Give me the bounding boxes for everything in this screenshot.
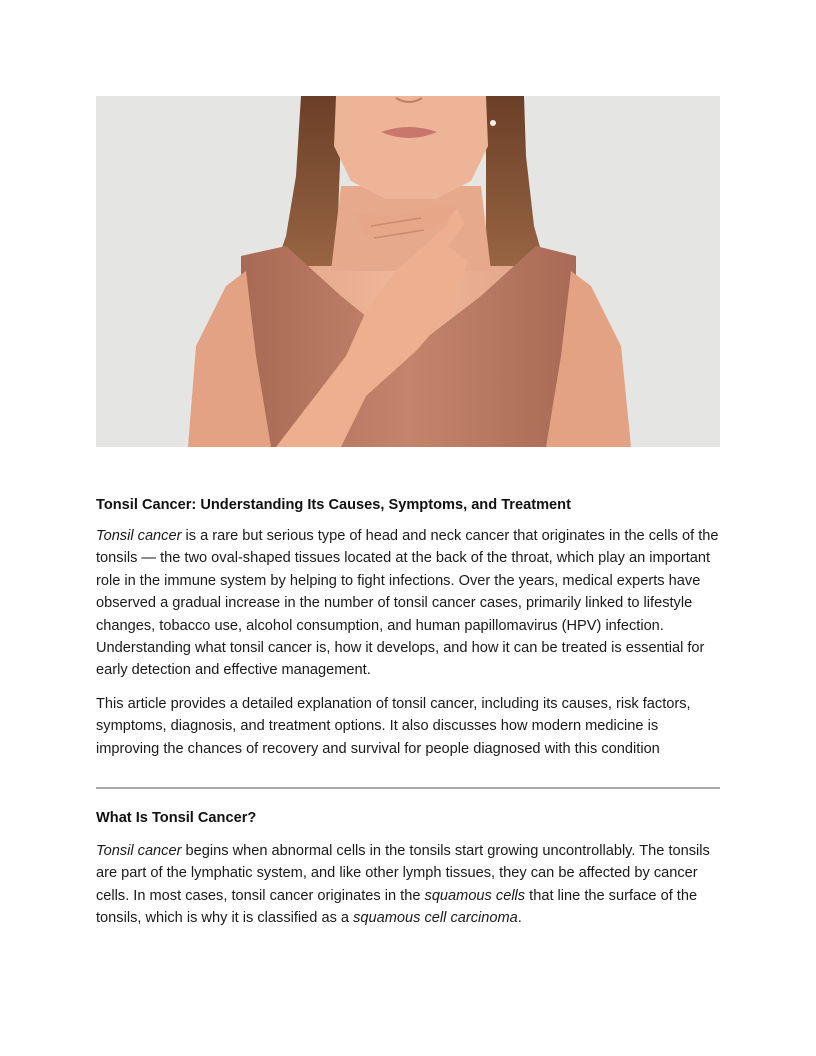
woman-throat-illustration [96, 96, 720, 447]
emphasis-term: Tonsil cancer [96, 528, 182, 544]
overview-paragraph: This article provides a detailed explanation of tonsil cancer, including its causes, risk factors, symptoms, diagnosis, and treatment options. It also discusses how modern medicine is improving the chances of recovery and survival for people diagnosed with this condition [96, 695, 691, 757]
hero-image [96, 96, 720, 447]
emphasis-term: Tonsil cancer [96, 843, 182, 860]
article-content [96, 494, 720, 930]
definition-paragraph [96, 840, 720, 930]
section-title: What Is Tonsil Cancer? [96, 810, 257, 827]
emphasis-term: squamous cells [424, 887, 526, 904]
paragraph-text: is a rare but serious type of head and neck cancer that originates in the cells of the tonsils — the two oval-shaped tissues located at the back of the throat, which play an important role in the immune system by helping to fight infections. Over the years, medical experts have observed a gradual increase in the number of tonsil cancer cases, primarily linked to lifestyle changes, tobacco use, alcohol consumption, and human papillomavirus (HPV) infection. Understanding what tonsil cancer is, how it develops, and how it can be treated is essential for early detection and effective management. [96, 528, 719, 679]
section-title: Tonsil Cancer: Understanding Its Causes, Symptoms, and Treatment [96, 497, 571, 513]
paragraph-text: begins when abnormal cells in the tonsils start growing uncontrollably. The tonsils are part of the lymphatic system, and like other lymph tissues, they can be affected by cancer cells. In most cases, tonsil cancer originates in the [96, 843, 710, 904]
paragraph-text: that line the surface of the tonsils, which is why it is classified as a [96, 887, 698, 927]
section-divider [96, 787, 720, 789]
paragraph-text: . [517, 910, 522, 927]
emphasis-term: squamous cell carcinoma [353, 910, 518, 927]
intro-paragraph [96, 525, 720, 682]
